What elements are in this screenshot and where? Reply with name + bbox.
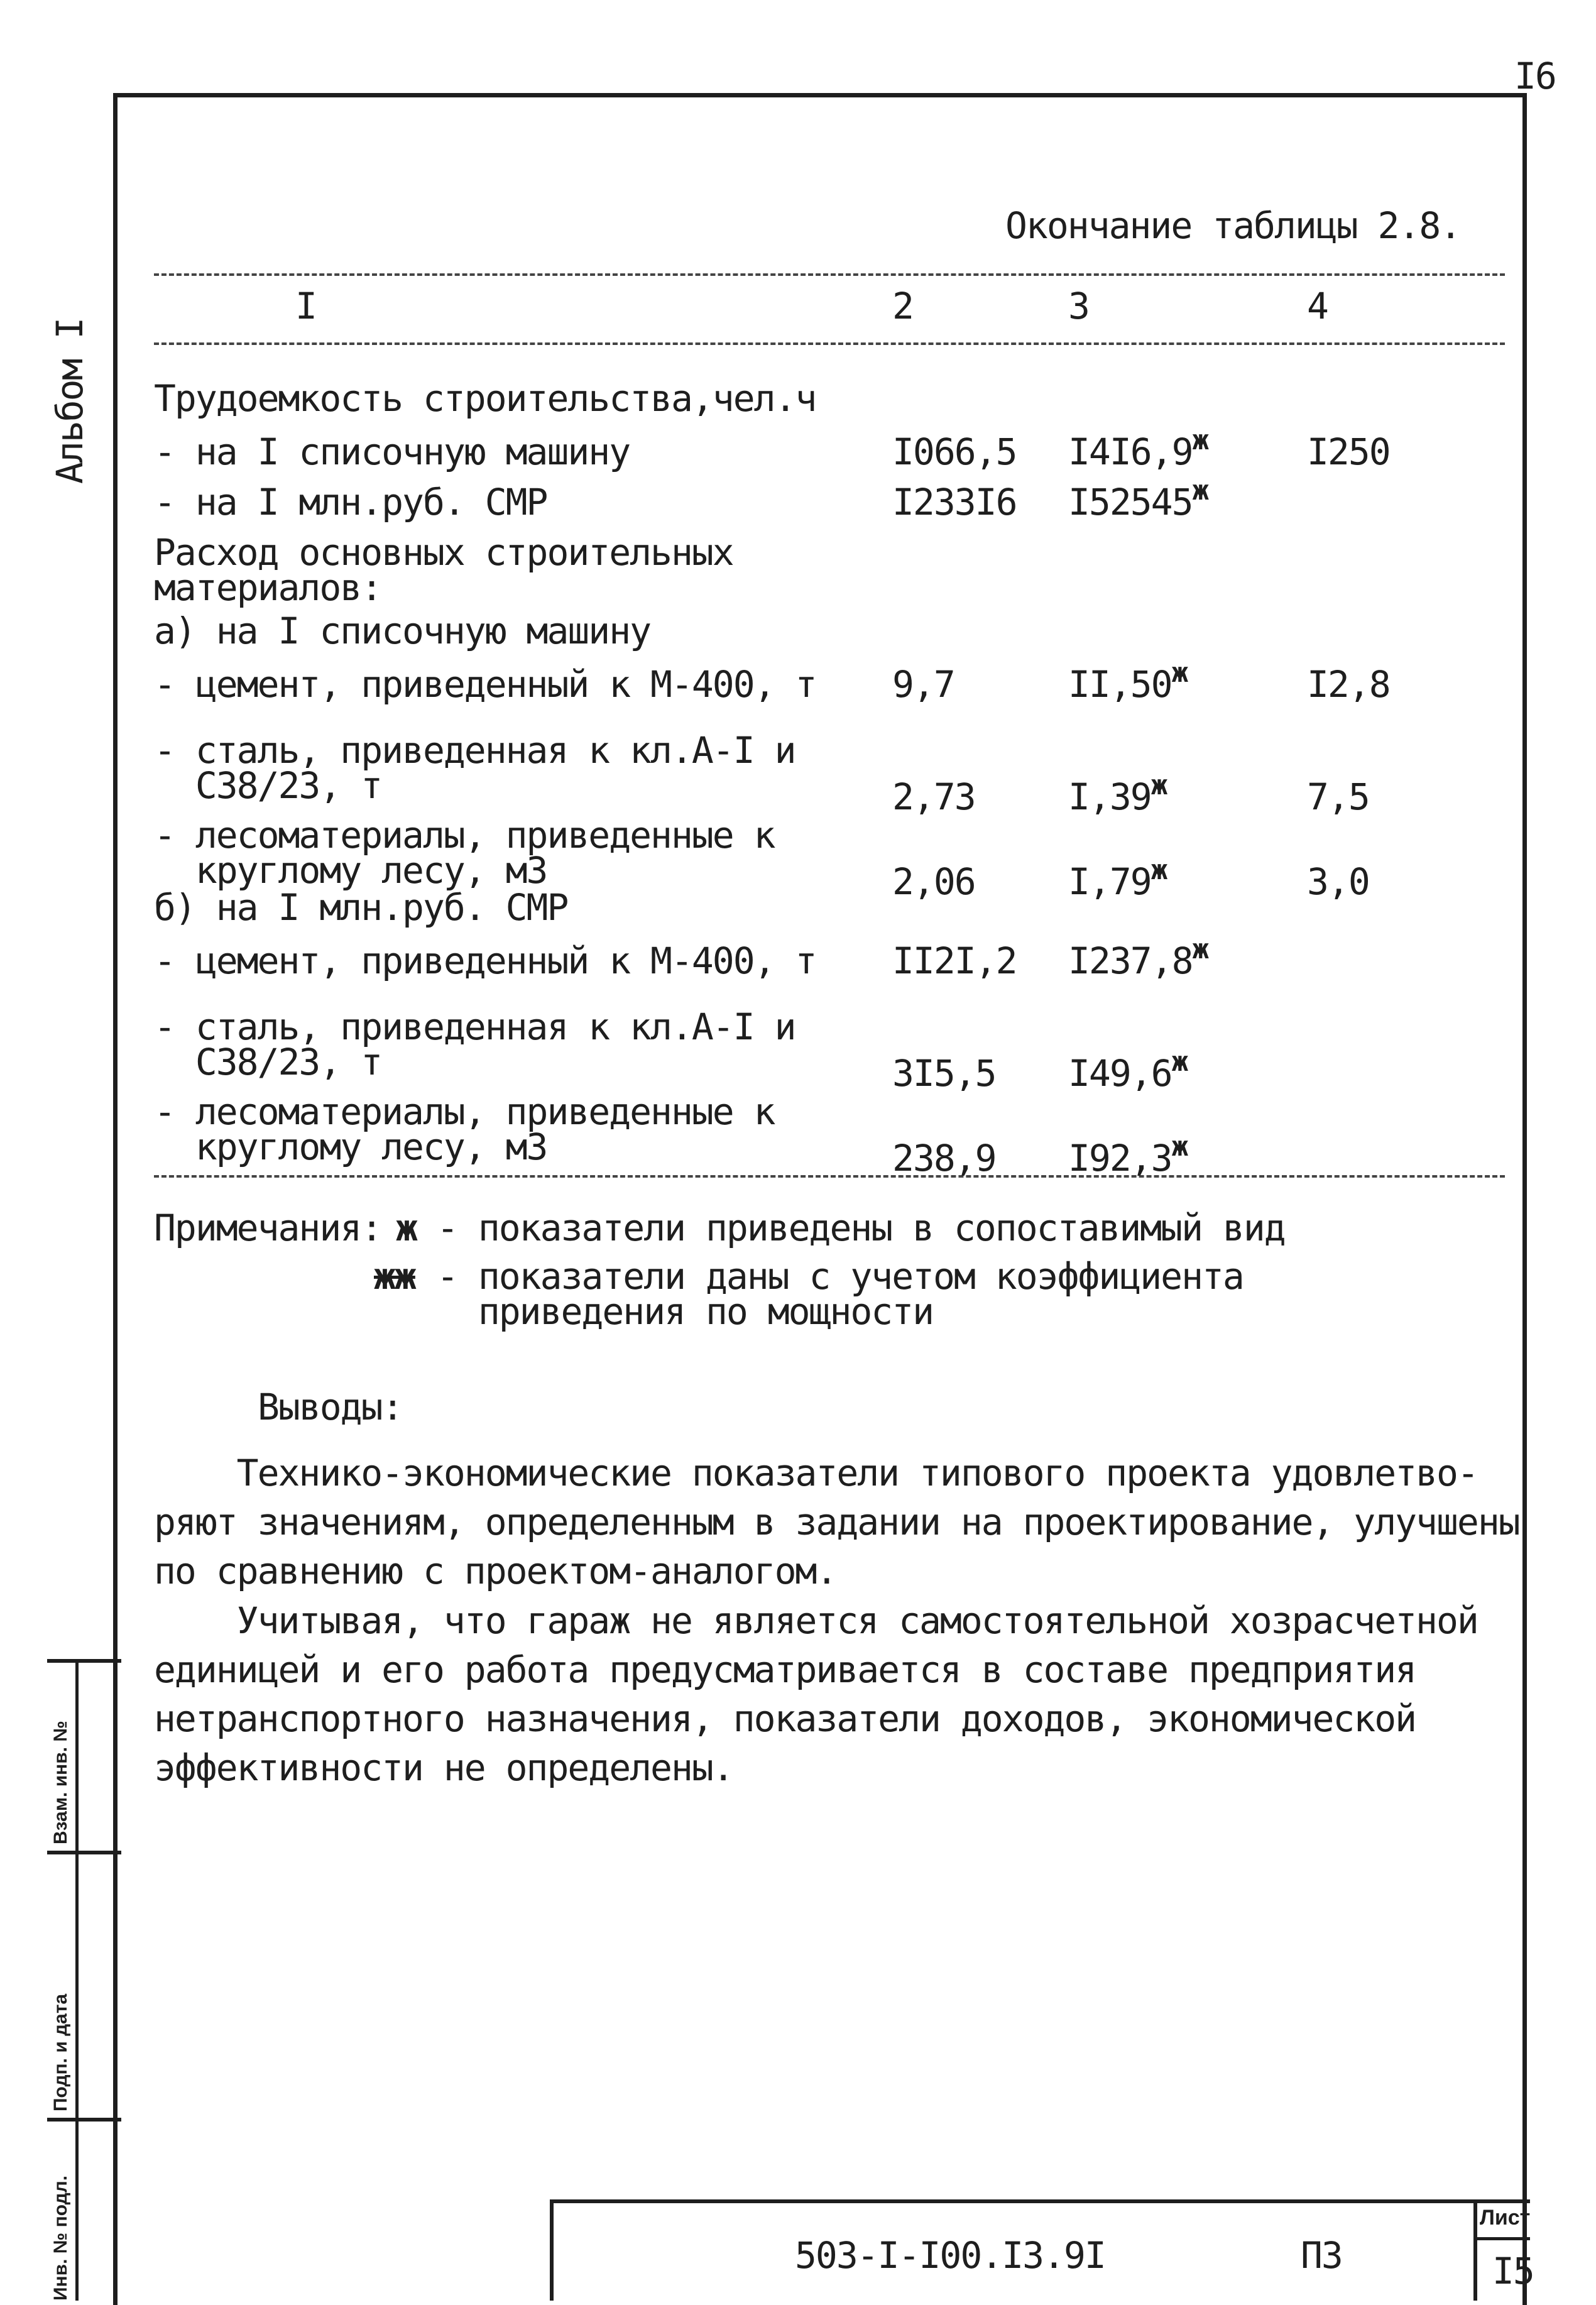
cell-col-2 <box>892 1137 996 1180</box>
paragraph-1-line-1: Технико-экономические показатели типового проекта удовлетво- <box>154 1452 1478 1494</box>
paragraph-1-line-2: ряют значениям, определенным в задании на проектирование, улучшены <box>154 1501 1519 1543</box>
col-header-2: 2 <box>892 285 913 327</box>
row-label: - цемент, приведенный к М-400, т <box>154 939 816 982</box>
cell-value: I4I6,9 <box>1068 430 1193 473</box>
cell-col-2 <box>892 775 975 818</box>
cell-col-3 <box>1068 424 1208 474</box>
cell-col-4 <box>1307 663 1390 706</box>
table-caption: Окончание таблицы 2.8. <box>1005 204 1461 247</box>
cell-col-3 <box>1068 854 1167 904</box>
cell-value: II2I,2 <box>892 939 1017 982</box>
cell-value: II,50 <box>1068 663 1172 706</box>
paragraph-2-line-1: Учитывая, что гараж не является самостоятельной хозрасчетной <box>154 1599 1478 1642</box>
cell-value: 7,5 <box>1307 775 1369 818</box>
stamp-column-divider <box>75 1659 79 2301</box>
stamp-label-signature: Подп. и дата <box>50 1993 71 2111</box>
cell-col-3 <box>1068 769 1167 819</box>
cell-col-2 <box>892 939 1017 982</box>
cell-value: I066,5 <box>892 430 1017 473</box>
row-label: - лесоматериалы, приведенные к <box>154 814 775 857</box>
cell-value: 2,06 <box>892 860 975 903</box>
row-label: С38/23, т <box>154 764 382 807</box>
cell-col-2 <box>892 663 954 706</box>
notes-label: Примечания: <box>154 1207 382 1249</box>
row-label: - на I млн.руб. СМР <box>154 481 547 523</box>
row-label: - сталь, приведенная к кл.А-I и <box>154 1005 795 1048</box>
cell-value: I,79 <box>1068 860 1151 903</box>
row-label: круглому лесу, м3 <box>154 1125 547 1168</box>
col-header-4: 4 <box>1307 285 1328 327</box>
comparability-mark: ж <box>1171 657 1188 689</box>
paragraph-1-line-3: по сравнению с проектом-аналогом. <box>154 1550 837 1592</box>
row-label: Трудоемкость строительства,чел.ч <box>154 377 816 420</box>
cell-value: I2,8 <box>1307 663 1390 706</box>
row-label: Расход основных строительных <box>154 531 733 574</box>
cell-value: I92,3 <box>1068 1137 1172 1180</box>
row-label: - цемент, приведенный к М-400, т <box>154 663 816 706</box>
cell-col-4 <box>1307 430 1390 473</box>
table-header-rule <box>154 342 1505 345</box>
section-code: ПЗ <box>1301 2234 1342 2277</box>
row-label: С38/23, т <box>154 1041 382 1083</box>
comparability-mark: ж <box>1192 474 1208 506</box>
comparability-mark: ж <box>1171 1046 1188 1078</box>
cell-col-2 <box>892 860 975 903</box>
conclusions-paragraph-1 <box>154 1452 1519 1602</box>
cell-col-2 <box>892 430 1017 473</box>
paragraph-2-line-3: нетранспортного назначения, показатели доходов, экономической <box>154 1697 1416 1740</box>
cell-value: I52545 <box>1068 481 1193 523</box>
cell-value: I233I6 <box>892 481 1017 523</box>
cell-value: I237,8 <box>1068 939 1193 982</box>
sheet-cell-divider <box>1473 2237 1530 2240</box>
row-label: - сталь, приведенная к кл.А-I и <box>154 729 795 772</box>
cell-col-3 <box>1068 1131 1188 1180</box>
col-header-1: I <box>295 285 316 327</box>
cell-col-3 <box>1068 1046 1188 1095</box>
cell-value: 3,0 <box>1307 860 1369 903</box>
cell-col-4 <box>1307 775 1369 818</box>
row-label: материалов: <box>154 566 382 609</box>
comparability-mark: ж <box>1151 769 1167 801</box>
cell-value: 3I5,5 <box>892 1052 996 1095</box>
cell-col-4 <box>1307 860 1369 903</box>
note-text-2a: - показатели даны с учетом коэффициента <box>437 1255 1243 1298</box>
cell-value: I,39 <box>1068 775 1151 818</box>
note-text-1: - показатели приведены в сопоставимый вид <box>437 1207 1285 1249</box>
sheet-label: Лист <box>1480 2206 1531 2230</box>
row-label: круглому лесу, м3 <box>154 849 547 892</box>
stamp-label-inventory: Инв. № подл. <box>50 2175 71 2301</box>
row-label: - лесоматериалы, приведенные к <box>154 1090 775 1133</box>
row-label: б) на I млн.руб. СМР <box>154 886 568 929</box>
comparability-mark: ж <box>1151 854 1167 886</box>
sheet-number: I5 <box>1492 2250 1534 2292</box>
stamp-divider-1 <box>47 1851 121 1854</box>
row-label: - на I списочную машину <box>154 430 630 473</box>
stamp-border-top <box>47 1659 121 1663</box>
comparability-mark: ж <box>1192 933 1208 965</box>
cell-col-3 <box>1068 657 1188 706</box>
cell-value: I49,6 <box>1068 1052 1172 1095</box>
stamp-label-replacement: Взам. инв. № <box>50 1721 71 1844</box>
note-mark-2: жж <box>374 1255 415 1298</box>
col-header-3: 3 <box>1068 285 1089 327</box>
cell-col-2 <box>892 1052 996 1095</box>
cell-value: 238,9 <box>892 1137 996 1180</box>
paragraph-2-line-2: единицей и его работа предусматривается в составе предприятия <box>154 1648 1416 1691</box>
cell-value: I250 <box>1307 430 1390 473</box>
note-text-2b: приведения по мощности <box>437 1290 934 1333</box>
row-label: а) на I списочную машину <box>154 610 651 652</box>
conclusions-paragraph-2 <box>154 1599 1511 1799</box>
page-number: I6 <box>1514 55 1556 97</box>
cell-col-3 <box>1068 933 1208 983</box>
album-label: Альбом I <box>48 318 91 484</box>
conclusions-heading: Выводы: <box>258 1386 403 1428</box>
page-frame <box>113 93 1527 2305</box>
comparability-mark: ж <box>1192 424 1208 456</box>
paragraph-2-line-4: эффективности не определены. <box>154 1746 733 1789</box>
cell-value: 9,7 <box>892 663 954 706</box>
doc-code: 503-I-I00.I3.9I <box>795 2234 1105 2277</box>
stamp-divider-2 <box>47 2118 121 2122</box>
table-top-rule <box>154 273 1505 276</box>
table-bottom-rule <box>154 1175 1505 1178</box>
cell-col-2 <box>892 481 1017 523</box>
note-mark-1: ж <box>396 1207 417 1249</box>
cell-col-3 <box>1068 474 1208 524</box>
cell-value: 2,73 <box>892 775 975 818</box>
comparability-mark: ж <box>1171 1131 1188 1163</box>
